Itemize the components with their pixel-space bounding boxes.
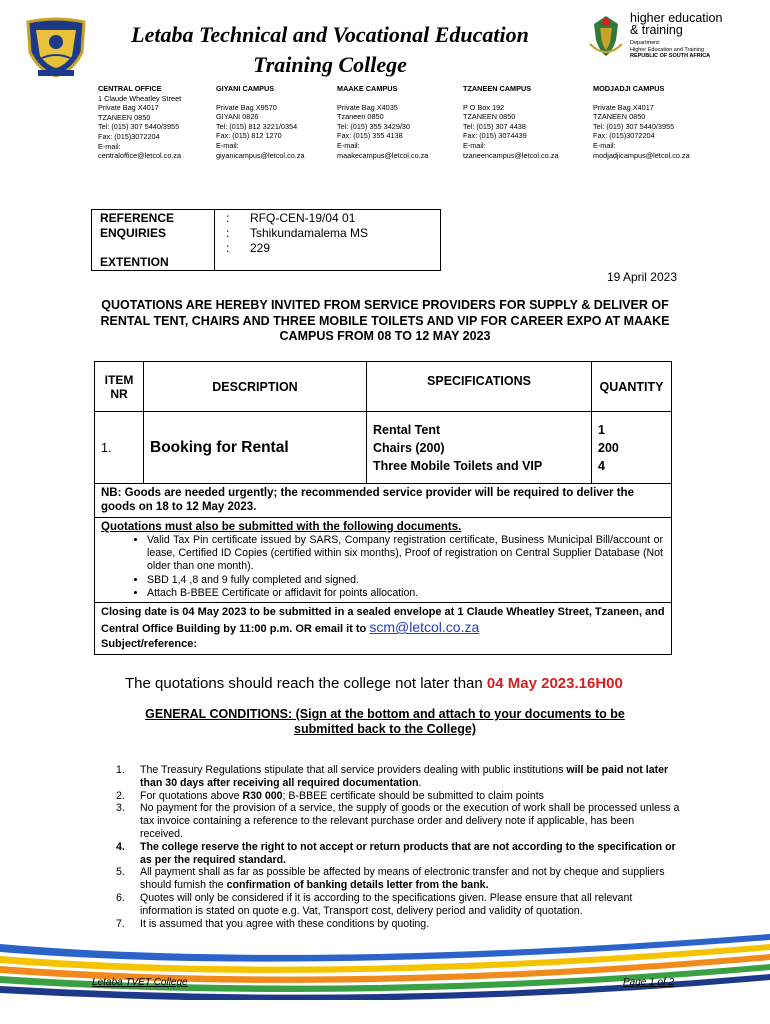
col-item-nr: ITEM NR	[95, 362, 144, 412]
list-item: 2. For quotations above R30 000; B-BBEE certificate should be submitted to claim points	[116, 789, 544, 802]
list-item: 5. All payment shall as far as possible be affected by means of electronic transfer and not by cheque and suppliers should furnish the confirmation of banking details letter from the bank.	[116, 866, 665, 892]
deadline-date: 04 May 2023.16H00	[486, 675, 623, 692]
document-date: 19 April 2023	[606, 270, 677, 284]
enquiries-row: ENQUIRIES : Tshikundamalema MS	[100, 226, 369, 240]
list-item: • SBD 1,4 ,8 and 9 fully completed and signed.	[147, 574, 663, 587]
department-logo	[588, 12, 768, 68]
docs-heading: Quotations must also be submitted with the following documents.	[101, 521, 462, 533]
row-nr: 1.	[95, 412, 144, 484]
campus-central-office: CENTRAL OFFICE 1 Claude Wheatley Street Private Bag X4017 TZANEEN 0850 Tel: (015) 307 5440/3955 Fax: (015)3072204 E-mail: centraloffice@letcol.co.za	[98, 84, 182, 161]
campus-maake: MAAKE CAMPUS Private Bag X4035 Tzaneen 0850 Tel: (015) 355 3429/30 Fax: (015) 355 4138 E-mail: maakecampus@letcol.co.za	[337, 84, 429, 160]
docs-list	[95, 534, 671, 602]
items-table	[94, 361, 672, 484]
rfq-heading: QUOTATIONS ARE HEREBY INVITED FROM SERVICE PROVIDERS FOR SUPPLY & DELIVER OF RENTAL TENT, CHAIRS AND THREE MOBILE TOILETS AND VIP FOR CAREER EXPO AT MAAKE CAMPUS FROM 08 TO 12 MAY 2023	[100, 298, 670, 343]
coat-of-arms-icon	[588, 14, 624, 58]
col-description: DESCRIPTION	[144, 362, 367, 412]
college-title-line1: Letaba Technical and Vocational Education	[131, 22, 529, 47]
notes-section	[94, 484, 672, 655]
row-description: Booking for Rental	[144, 412, 367, 484]
extension-label-row: EXTENTION	[100, 255, 169, 269]
college-logo	[24, 16, 88, 78]
reference-row: REFERENCE : RFQ-CEN-19/04 01	[100, 211, 356, 225]
list-item: 4. The college reserve the right to not accept or return products that are not according to the specification or as per the required standard.	[116, 840, 676, 866]
campus-tzaneen: TZANEEN CAMPUS P O Box 192 TZANEEN 0850 Tel: (015) 307 4438 Fax: (015) 3074439 E-mail: tzaneencampus@letcol.co.za	[463, 84, 559, 160]
email-link[interactable]: scm@letcol.co.za	[369, 619, 480, 636]
closing-date: Closing date is 04 May 2023 to be submitted in a sealed envelope at 1 Claude Wheatley Street, Tzaneen, and Central Office Building by 11:00 p.m. OR email it to scm@letcol.co.za Subject/reference:	[95, 602, 671, 654]
dept-logo-title: higher education & training	[630, 11, 723, 37]
general-conditions-heading: GENERAL CONDITIONS: (Sign at the bottom and attach to your documents to be submitted back to the College)	[145, 707, 625, 736]
table-header-row	[95, 362, 672, 412]
list-item: 6. Quotes will only be considered if it is according to the specifications given. Please ensure that all relevant information is stated on quote e.g. Vat, Transport cost, delivery period and validity of quotation.	[116, 891, 633, 917]
college-title	[110, 20, 550, 80]
nb-note: NB: Goods are needed urgently; the recommended service provider will be required to deliver the goods on 18 to 12 May 2023.	[95, 484, 671, 518]
campus-modjadji: MODJADJI CAMPUS Private Bag X4017 TZANEEN 0850 Tel: (015) 307 5440/3955 Fax: (015)3072204 E-mail: modjadjicampus@letcol.co.za	[593, 84, 690, 160]
subject-reference: Subject/reference:	[101, 638, 197, 651]
list-item: 1. The Treasury Regulations stipulate that all service providers dealing with public institutions will be paid not later than 30 days after receiving all required documentation.	[116, 764, 669, 789]
decorative-swoosh	[0, 930, 770, 1000]
list-item: • Valid Tax Pin certificate issued by SARS, Company registration certificate, Business Municipal Bill/account or lease, Certified ID Copies (certified within six months), Proof of registration on Central Supplier Database (Not older than one month).	[147, 534, 663, 574]
conditions-list	[110, 764, 680, 930]
col-specifications: SPECIFICATIONS	[367, 362, 592, 412]
extension-value-row: : 229	[226, 241, 271, 255]
college-title-line2: Training College	[253, 52, 407, 77]
campus-giyani: GIYANI CAMPUS Private Bag X9570 GIYANI 0826 Tel: (015) 812 3221/0354 Fax: (015) 812 1270 E-mail: giyanicampus@letcol.co.za	[216, 84, 305, 160]
table-row	[95, 412, 672, 484]
row-quantity: 1 200 4	[592, 412, 672, 484]
reference-box	[91, 209, 441, 271]
footer-page-number: Page 1 of 2	[623, 977, 675, 988]
col-quantity: QUANTITY	[592, 362, 672, 412]
list-item: 3. No payment for the provision of a service, the supply of goods or the execution of work shall be processed unless a tax invoice containing a reference to the relevant purchase order and delivery note if applicable, has been received.	[116, 802, 680, 840]
dept-logo-subtitle: Department: Higher Education and Training REPUBLIC OF SOUTH AFRICA	[630, 40, 711, 59]
footer-college: Letaba TVET College	[92, 977, 188, 988]
deadline-line: The quotations should reach the college not later than 04 May 2023.16H00	[125, 675, 623, 692]
list-item: 7. It is assumed that you agree with these conditions by quoting.	[116, 917, 430, 930]
row-specifications: Rental Tent Chairs (200) Three Mobile Toilets and VIP	[367, 412, 592, 484]
list-item: • Attach B-BBEE Certificate or affidavit for points allocation.	[147, 587, 663, 600]
